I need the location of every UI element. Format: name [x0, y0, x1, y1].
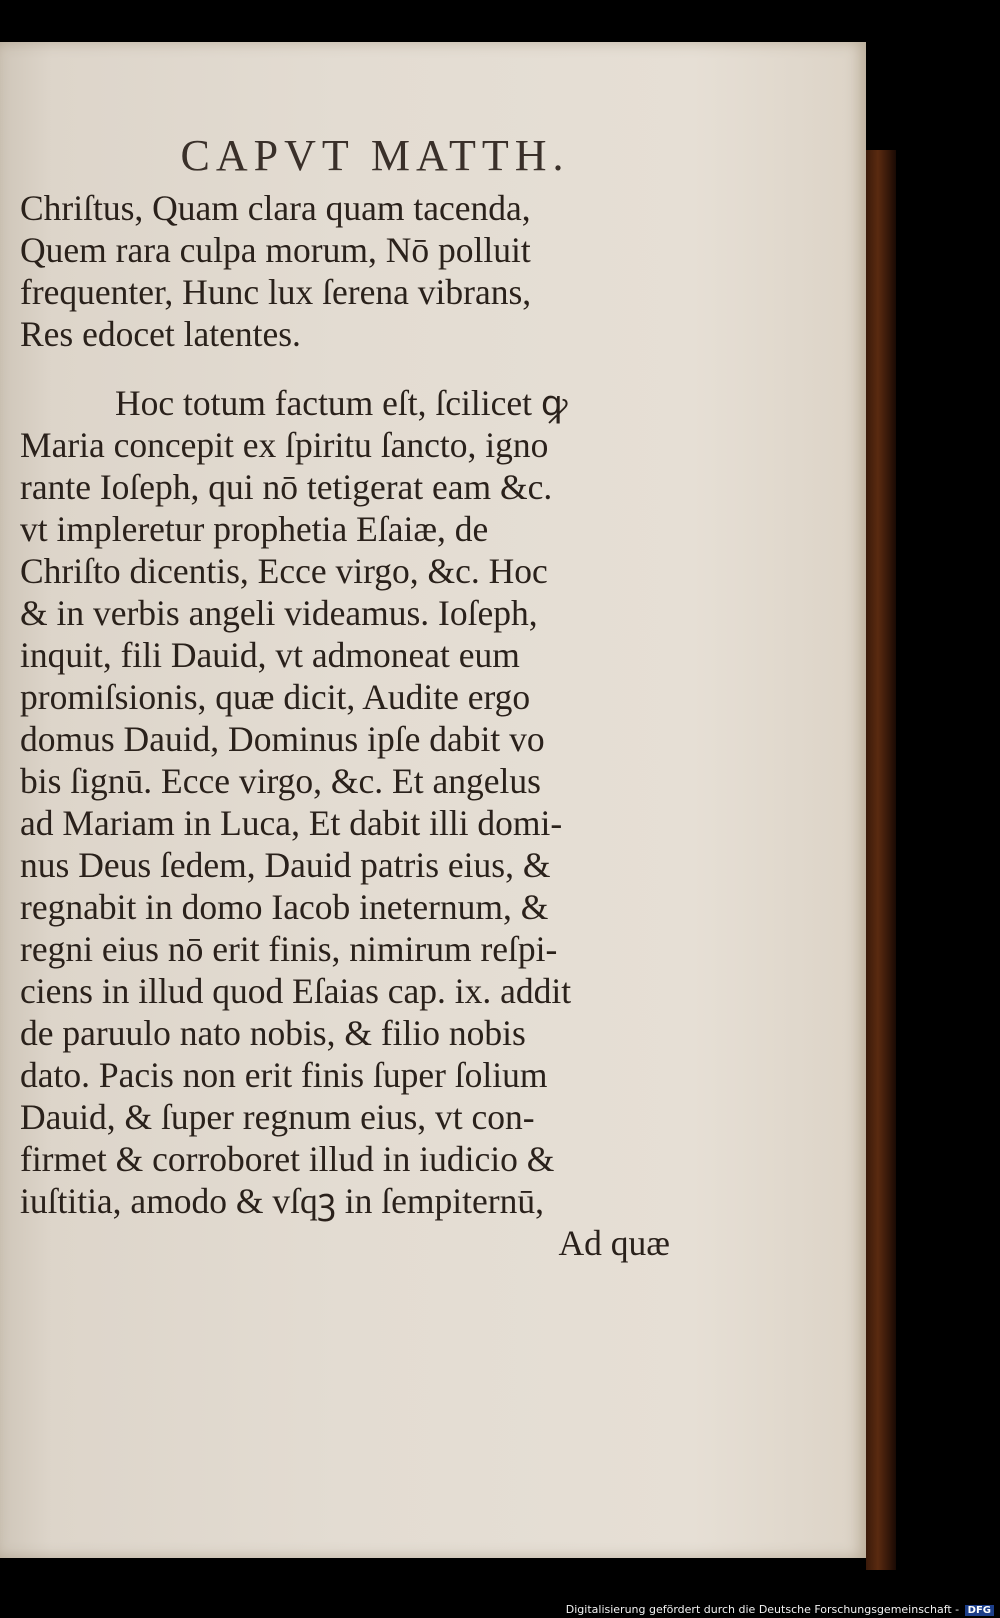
text-line: Res edocet latentes.	[20, 314, 301, 354]
text-line: Maria concepit ex ſpiritu ſancto, igno	[20, 425, 549, 465]
text-line: inquit, fili Dauid, vt admoneat eum	[20, 635, 520, 675]
page-text	[20, 120, 670, 1264]
book-spine	[866, 150, 896, 1570]
text-line: firmet & corroboret illud in iudicio &	[20, 1139, 555, 1179]
dfg-logo-icon: DFG	[965, 1605, 994, 1616]
text-line: Hoc totum factum eſt, ſcilicet ꝙ	[115, 383, 568, 423]
digitization-credit	[0, 1603, 994, 1616]
text-line: Chriſto dicentis, Ecce virgo, &c. Hoc	[20, 551, 548, 591]
text-line: nus Deus ſedem, Dauid patris eius, &	[20, 845, 551, 885]
text-line: domus Dauid, Dominus ipſe dabit vo	[20, 719, 545, 759]
text-line: dato. Pacis non erit finis ſuper ſolium	[20, 1055, 548, 1095]
text-line: regnabit in domo Iacob ineternum, &	[20, 887, 549, 927]
text-line: de paruulo nato nobis, & filio nobis	[20, 1013, 526, 1053]
text-line: ad Mariam in Luca, Et dabit illi domi-	[20, 803, 563, 843]
credit-text: Digitalisierung gefördert durch die Deutsche Forschungsgemeinschaft -	[565, 1603, 960, 1616]
text-line: ciens in illud quod Eſaias cap. ix. addit	[20, 971, 572, 1011]
text-line: Dauid, & ſuper regnum eius, vt con-	[20, 1097, 535, 1137]
catchword: Ad quæ	[558, 1223, 670, 1263]
text-line: bis ſignū. Ecce virgo, &c. Et angelus	[20, 761, 541, 801]
text-line: promiſsionis, quæ dicit, Audite ergo	[20, 677, 531, 717]
prose-paragraph	[20, 382, 670, 1264]
text-line: frequenter, Hunc lux ſerena vibrans,	[20, 272, 532, 312]
text-line: vt impleretur prophetia Eſaiæ, de	[20, 509, 489, 549]
verse-block	[20, 187, 670, 355]
text-line: & in verbis angeli videamus. Ioſeph,	[20, 593, 538, 633]
running-header: CAPVT MATTH.	[180, 131, 570, 180]
text-line: Quem rara culpa morum, Nō polluit	[20, 230, 531, 270]
text-line: iuſtitia, amodo & vſqꝫ in ſempiternū,	[20, 1181, 544, 1221]
text-line: Chriſtus, Quam clara quam tacenda,	[20, 188, 531, 228]
text-line: regni eius nō erit finis, nimirum reſpi-	[20, 929, 558, 969]
text-line: rante Ioſeph, qui nō tetigerat eam &c.	[20, 467, 553, 507]
